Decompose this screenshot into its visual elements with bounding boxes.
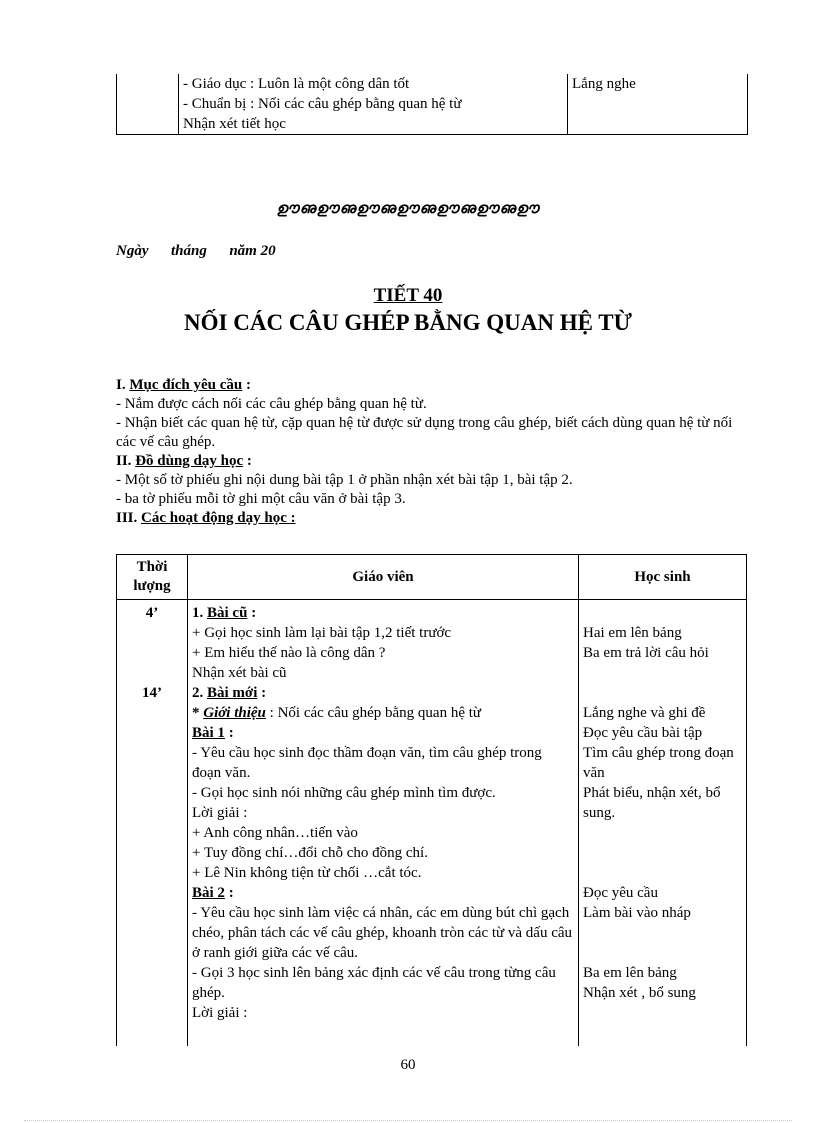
section-title: Đồ dùng dạy học bbox=[135, 453, 244, 469]
decorative-divider: ഊഌഊഌഊഌഊഌഊഌഊഌഊ bbox=[276, 201, 540, 217]
step-number: 1. bbox=[192, 605, 207, 621]
section-number: II. bbox=[116, 453, 132, 469]
section-heading-activities bbox=[116, 509, 756, 528]
teacher-cell bbox=[188, 600, 579, 1047]
time-cell bbox=[117, 74, 179, 135]
time-value: 14’ bbox=[142, 685, 162, 701]
student-cell bbox=[579, 600, 747, 1047]
exercise-colon: : bbox=[224, 725, 234, 741]
section-number: I. bbox=[116, 377, 126, 393]
student-cell bbox=[568, 74, 748, 135]
student-line: Hai em lên bảng bbox=[583, 625, 682, 641]
exercise-colon: : bbox=[224, 885, 234, 901]
lesson-number: TIẾT 40 bbox=[373, 285, 443, 306]
teacher-line: + Anh công nhân…tiến vào bbox=[192, 825, 358, 841]
section-number: III. bbox=[116, 510, 138, 526]
teacher-line: - Gọi 3 học sinh lên bảng xác định các vế câu trong từng câu ghép. bbox=[192, 965, 556, 1001]
step-colon: : bbox=[257, 685, 267, 701]
column-header-teacher: Giáo viên bbox=[188, 555, 579, 600]
section-heading-materials bbox=[116, 452, 756, 471]
column-header-student: Học sinh bbox=[579, 555, 747, 600]
teacher-line: + Tuy đồng chí…đổi chỗ cho đồng chí. bbox=[192, 845, 428, 861]
student-line: Ba em lên bảng bbox=[583, 965, 677, 981]
teacher-line: + Em hiểu thế nào là công dân ? bbox=[192, 645, 386, 661]
date-line: Ngày tháng năm 20 bbox=[116, 243, 276, 259]
teacher-line: + Gọi học sinh làm lại bài tập 1,2 tiết trước bbox=[192, 625, 452, 641]
section-colon: : bbox=[242, 377, 252, 393]
teacher-line: Nhận xét bài cũ bbox=[192, 665, 287, 681]
teacher-line: - Chuẩn bị : Nối các câu ghép bằng quan hệ từ bbox=[183, 96, 462, 112]
lesson-title: NỐI CÁC CÂU GHÉP BẰNG QUAN HỆ TỪ bbox=[184, 310, 632, 335]
teacher-line: Nhận xét tiết học bbox=[183, 116, 286, 132]
lesson-objectives bbox=[116, 376, 756, 528]
exercise-title: Bài 1 bbox=[192, 725, 225, 741]
teacher-line: - Yêu cầu học sinh đọc thầm đoạn văn, tìm câu ghép trong đoạn văn. bbox=[192, 745, 542, 781]
exercise-title: Bài 2 bbox=[192, 885, 225, 901]
table-row bbox=[117, 600, 747, 1047]
student-line: Lắng nghe và ghi đề bbox=[583, 705, 706, 721]
step-title: Bài cũ bbox=[207, 605, 248, 621]
step-number: 2. bbox=[192, 685, 207, 701]
teacher-line: + Lê Nin không tiện từ chối …cắt tóc. bbox=[192, 865, 422, 881]
student-line: Đọc yêu cầu bbox=[583, 885, 658, 901]
intro-bullet: * bbox=[192, 705, 204, 721]
teacher-line: Lời giải : bbox=[192, 1005, 248, 1021]
section-colon: : bbox=[243, 453, 252, 469]
teacher-line: - Gọi học sinh nói những câu ghép mình tìm được. bbox=[192, 785, 496, 801]
step-colon: : bbox=[247, 605, 257, 621]
student-line: Đọc yêu cầu bài tập bbox=[583, 725, 703, 741]
student-line: Làm bài vào nháp bbox=[583, 905, 691, 921]
teacher-line: - Giáo dục : Luôn là một công dân tốt bbox=[183, 76, 410, 92]
activities-table bbox=[116, 554, 747, 1046]
material-line: - Một số tờ phiếu ghi nội dung bài tập 1 ở phần nhận xét bài tập 1, bài tập 2. bbox=[116, 472, 573, 488]
step-title: Bài mới bbox=[207, 685, 258, 701]
student-line: Phát biểu, nhận xét, bổ sung. bbox=[583, 785, 721, 821]
section-title: Các hoạt động dạy học : bbox=[141, 510, 296, 526]
time-cell bbox=[117, 600, 188, 1047]
table-row bbox=[117, 74, 748, 135]
teacher-cell bbox=[179, 74, 568, 135]
page-bottom-rule bbox=[24, 1120, 792, 1121]
column-header-duration: Thời lượng bbox=[117, 555, 188, 600]
student-line: Ba em trả lời câu hỏi bbox=[583, 645, 709, 661]
section-title: Mục đích yêu cầu bbox=[129, 377, 243, 393]
page-number: 60 bbox=[400, 1057, 416, 1073]
material-line: - ba tờ phiếu mỗi tờ ghi một câu văn ở bài tập 3. bbox=[116, 491, 406, 507]
time-value: 4’ bbox=[145, 605, 159, 621]
objective-line: - Nắm được cách nối các câu ghép bằng quan hệ từ. bbox=[116, 396, 427, 412]
intro-label: Giới thiệu bbox=[203, 705, 266, 721]
section-heading-purpose bbox=[116, 376, 756, 395]
objective-line: - Nhận biết các quan hệ từ, cặp quan hệ từ được sử dụng trong câu ghép, biết cách dùng quan hệ từ nối các vế câu ghép. bbox=[116, 415, 733, 450]
previous-activity-table bbox=[116, 74, 748, 135]
table-header-row bbox=[117, 555, 747, 600]
teacher-line: Lời giải : bbox=[192, 805, 248, 821]
intro-text: : Nối các câu ghép bằng quan hệ từ bbox=[265, 705, 482, 721]
student-line: Tìm câu ghép trong đoạn văn bbox=[583, 745, 734, 781]
student-line: Nhận xét , bổ sung bbox=[583, 985, 696, 1001]
student-line: Lắng nghe bbox=[572, 76, 636, 92]
teacher-line: - Yêu cầu học sinh làm việc cá nhân, các em dùng bút chì gạch chéo, phân tách các vế câu ghép, khoanh tròn các từ và dấu câu ở ranh giới giữa các vế câu. bbox=[192, 905, 573, 961]
